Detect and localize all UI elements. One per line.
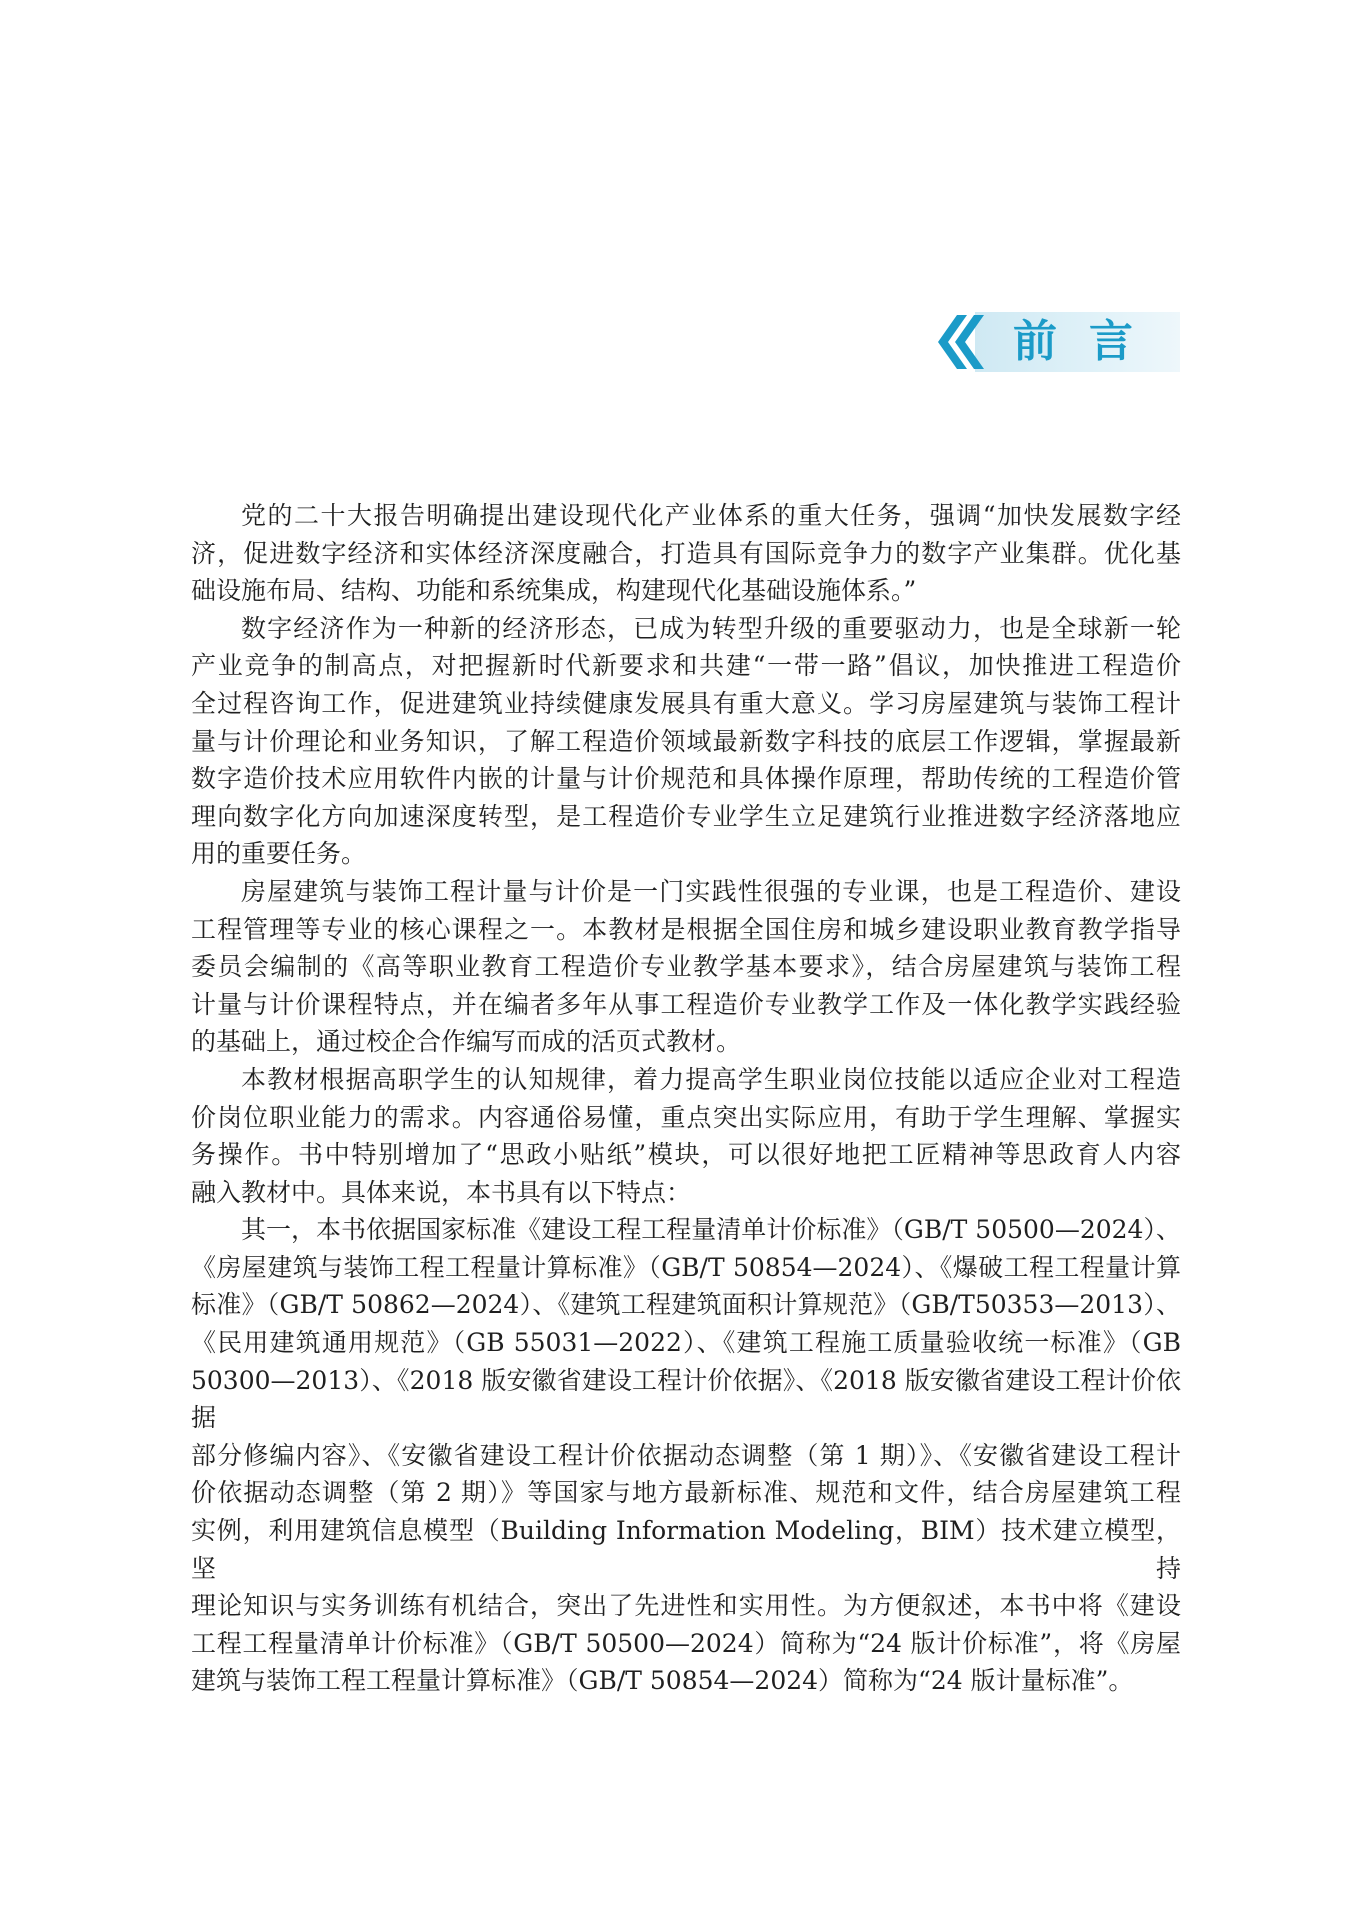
- text-line-17: 价岗位职业能力的需求。内容通俗易懂，重点突出实际应用，有助于学生理解、掌握实: [191, 1102, 1181, 1132]
- section-heading: [935, 312, 1180, 372]
- text-line-18: 务操作。书中特别增加了“思政小贴纸”模块，可以很好地把工匠精神等思政育人内容: [191, 1140, 1181, 1170]
- text-line-27: 实例，利用建筑信息模型（Building Information Modeling，BIM）技术建立模型，坚持: [191, 1516, 1181, 1583]
- text-line-1: 党的二十大报告明确提出建设现代化产业体系的重大任务，强调“加快发展数字经: [241, 501, 1181, 530]
- text-line-16: 本教材根据高职学生的认知规律，着力提高学生职业岗位技能以适应企业对工程造: [241, 1064, 1181, 1094]
- text-line-7: 量与计价理论和业务知识，了解工程造价领域最新数字科技的底层工作逻辑，掌握最新: [191, 726, 1181, 756]
- text-line-13: 委员会编制的《高等职业教育工程造价专业教学基本要求》，结合房屋建筑与装饰工程: [191, 952, 1181, 982]
- text-line-3: 础设施布局、结构、功能和系统集成，构建现代化基础设施体系。”: [191, 576, 917, 606]
- text-line-19: 融入教材中。具体来说，本书具有以下特点：: [191, 1177, 692, 1207]
- text-line-12: 工程管理等专业的核心课程之一。本教材是根据全国住房和城乡建设职业教育教学指导: [191, 914, 1181, 944]
- text-line-8: 数字造价技术应用软件内嵌的计量与计价规范和具体操作原理，帮助传统的工程造价管: [191, 764, 1181, 794]
- text-line-2: 济，促进数字经济和实体经济深度融合，打造具有国际竞争力的数字产业集群。优化基: [191, 538, 1181, 568]
- text-line-5: 产业竞争的制高点，对把握新时代新要求和共建“一带一路”倡议，加快推进工程造价: [191, 651, 1181, 681]
- text-line-10: 用的重要任务。: [191, 839, 367, 869]
- text-line-30: 建筑与装饰工程工程量计算标准》（GB/T 50854—2024）简称为“24 版计量标准”。: [191, 1666, 1134, 1696]
- text-line-6: 全过程咨询工作，促进建筑业持续健康发展具有重大意义。学习房屋建筑与装饰工程计: [191, 688, 1181, 718]
- text-line-26: 价依据动态调整（第 2 期）》等国家与地方最新标准、规范和文件，结合房屋建筑工程: [191, 1478, 1181, 1508]
- text-line-20: 其一，本书依据国家标准《建设工程工程量清单计价标准》（GB/T 50500—2024）、: [241, 1215, 1181, 1245]
- text-line-9: 理向数字化方向加速深度转型，是工程造价专业学生立足建筑行业推进数字经济落地应: [191, 801, 1181, 831]
- text-line-11: 房屋建筑与装饰工程计量与计价是一门实践性很强的专业课，也是工程造价、建设: [241, 876, 1181, 906]
- preface-body: [191, 497, 1181, 1700]
- double-chevron-left-icon: [935, 312, 1015, 372]
- text-line-15: 的基础上，通过校企合作编写而成的活页式教材。: [191, 1027, 742, 1057]
- page-title: 前言: [1013, 316, 1165, 367]
- text-line-28: 理论知识与实务训练有机结合，突出了先进性和实用性。为方便叙述，本书中将《建设: [191, 1591, 1181, 1621]
- text-line-4: 数字经济作为一种新的经济形态，已成为转型升级的重要驱动力，也是全球新一轮: [241, 613, 1181, 643]
- text-line-21: 《房屋建筑与装饰工程工程量计算标准》（GB/T 50854—2024）、《爆破工程工程量计算: [191, 1252, 1181, 1282]
- text-line-23: 《民用建筑通用规范》（GB 55031—2022）、《建筑工程施工质量验收统一标准》（GB: [191, 1328, 1181, 1358]
- text-line-14: 计量与计价课程特点，并在编者多年从事工程造价专业教学工作及一体化教学实践经验: [191, 989, 1181, 1019]
- text-line-29: 工程工程量清单计价标准》（GB/T 50500—2024）简称为“24 版计价标准”，将《房屋: [191, 1628, 1181, 1658]
- text-line-22: 标准》（GB/T 50862—2024）、《建筑工程建筑面积计算规范》（GB/T50353—2013）、: [191, 1290, 1181, 1320]
- text-line-24: 50300—2013）、《2018 版安徽省建设工程计价依据》、《2018 版安徽省建设工程计价依据: [191, 1365, 1181, 1433]
- text-line-25: 部分修编内容》、《安徽省建设工程计价依据动态调整（第 1 期）》、《安徽省建设工程计: [191, 1440, 1181, 1470]
